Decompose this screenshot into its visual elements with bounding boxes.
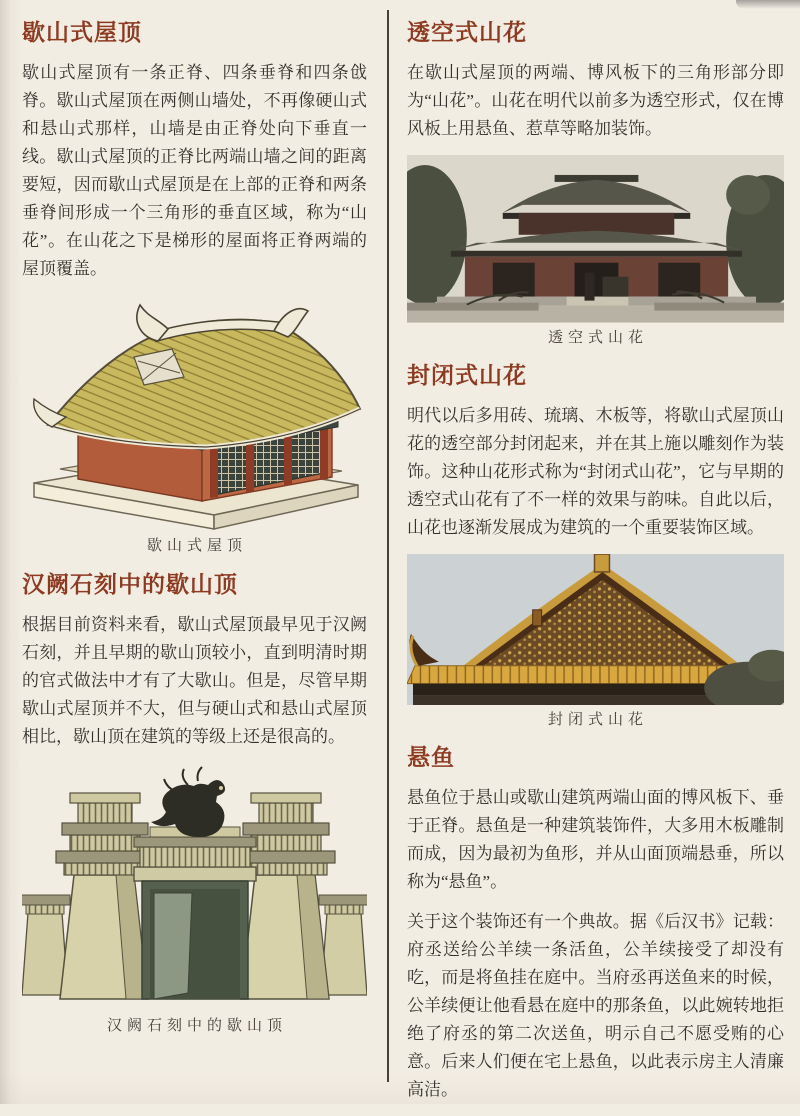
figure-caption: 歇山式屋顶 [146,538,247,554]
section-xieshan-roof [22,18,367,283]
left-column [22,18,367,1049]
gable-closeup-photo [407,554,784,706]
photo-caption: 封闭式山花 [547,712,648,729]
section-heading: 透空式山花 [407,19,527,45]
photo-open-shanhua-temple [407,155,784,346]
section-xuanyu [407,743,784,1104]
section-heading: 悬鱼 [407,744,455,771]
section-heading: 封闭式山花 [407,361,527,388]
figure-han-que-gate [22,763,367,1034]
section-paragraph: 悬鱼位于悬山或歇山建筑两端山面的博风板下、垂于正脊。悬鱼是一种建筑装饰件，大多用木板雕制而成，因为最初为鱼形，并从山面顶端悬垂，所以称为“悬鱼”。 [407,788,784,892]
section-han-que [22,570,367,751]
section-paragraph: 在歇山式屋顶的两端、博风板下的三角形部分即为“山花”。山花在明代以前多为透空形式，仅在博风板上用悬鱼、惹草等略加装饰。 [407,63,784,138]
section-open-shanhua [407,18,784,143]
section-paragraph: 明代以后多用砖、琉璃、木板等，将歇山式屋顶山花的透空部分封闭起来，并在其上施以雕刻作为装饰。这种山花形式称为“封闭式山花”，它与早期的透空式山花有了不一样的效果与韵味。自此以后，山花也逐渐发展成为建筑的一个重要装饰区域。 [407,405,784,537]
section-paragraph: 关于这个装饰还有一个典故。据《后汉书》记载：府丞送给公羊续一条活鱼，公羊续接受了却没有吃，而是将鱼挂在庭中。当府丞再送鱼来的时候，公羊续便让他看悬在庭中的那条鱼，以此婉转地拒绝了府丞的第二次送鱼，明示自己不愿受贿的心意。后来人们便在宅上悬鱼，以此表示房主人清廉高洁。 [407,912,784,1100]
column-divider-line [387,10,389,1082]
figure-caption: 汉阙石刻中的歇山顶 [106,1018,287,1034]
section-heading: 汉阙石刻中的歇山顶 [22,571,238,597]
section-paragraph: 歇山式屋顶有一条正脊、四条垂脊和四条戗脊。歇山式屋顶在两侧山墙处，不再像硬山式和悬山式那样，山墙是由正脊处向下垂直一线。歇山式屋顶的正脊比两端山墙之间的距离要短，因而歇山式屋顶是在上部的正脊和两条垂脊间形成一个三角形的垂直区域，称为“山花”。在山花之下是梯形的屋面将正脊两端的屋顶覆盖。 [22,63,367,278]
section-heading: 歇山式屋顶 [22,19,142,45]
section-closed-shanhua [407,361,784,542]
right-column [407,18,784,1116]
figure-xieshan-building [22,295,367,554]
photo-caption: 透空式山花 [547,329,648,346]
xieshan-building-drawing-illustration [22,295,367,531]
section-paragraph: 根据目前资料来看，歇山式屋顶最早见于汉阙石刻，并且早期的歇山顶较小，直到明清时期的官式做法中才有了大歇山。但是，尽管早期歇山式屋顶并不大，但与硬山式和悬山式屋顶相比，歇山顶在建筑的等级上还是很高的。 [22,615,367,746]
photo-closed-shanhua-gable [407,554,784,729]
han-que-gate-drawing-illustration [22,763,367,1011]
temple-hall-photo [407,155,784,323]
scan-smudge [736,0,800,9]
